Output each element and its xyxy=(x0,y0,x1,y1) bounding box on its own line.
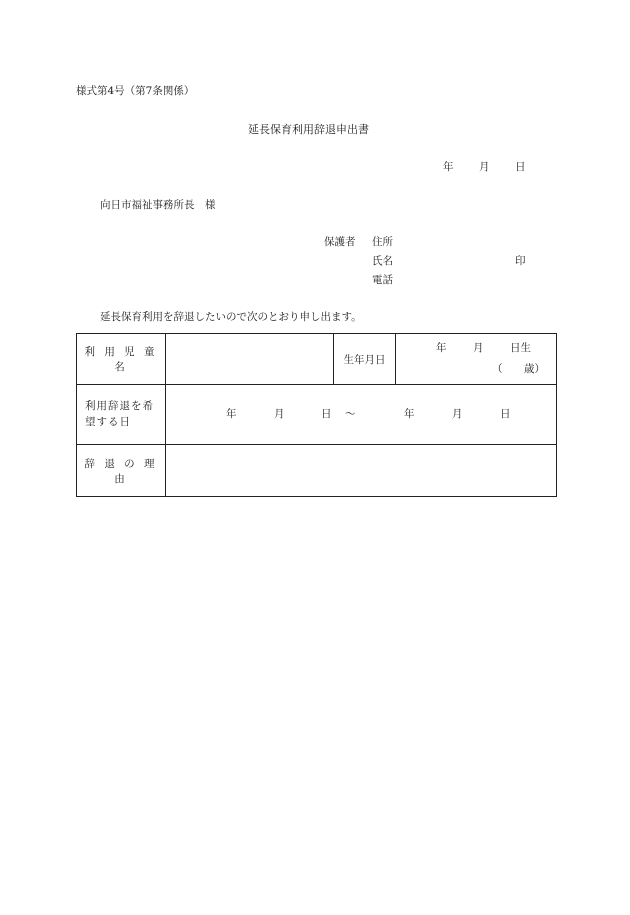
to-month: 月 xyxy=(452,408,463,420)
form-number: 様式第4号（第7条関係） xyxy=(76,85,195,97)
guardian-label: 保護者 xyxy=(324,236,356,248)
from-day: 日 xyxy=(321,408,332,420)
range-separator: ～ xyxy=(345,408,356,420)
birth-date-field[interactable] xyxy=(396,334,557,385)
phone-label: 電話 xyxy=(372,274,393,286)
document-title: 延長保育利用辞退申出書 xyxy=(248,123,369,136)
birth-date-label: 生年月日 xyxy=(334,334,396,385)
to-day: 日 xyxy=(500,408,511,420)
birth-month: 月 xyxy=(473,342,484,354)
date-year: 年 xyxy=(443,161,454,173)
period-label-line2: 望する日 xyxy=(85,415,131,428)
child-name-field[interactable] xyxy=(166,334,334,385)
date-month: 月 xyxy=(479,161,490,173)
from-year: 年 xyxy=(226,408,237,420)
address-label: 住所 xyxy=(372,236,393,248)
reason-label: 辞 退 の 理 由 xyxy=(77,445,166,497)
period-label-line1: 利用辞退を希 xyxy=(85,400,154,413)
seal-label: 印 xyxy=(515,255,526,267)
period-label xyxy=(77,385,166,445)
addressee: 向日市福祉事務所長 様 xyxy=(100,199,216,211)
birth-year: 年 xyxy=(436,342,447,354)
statement: 延長保育利用を辞退したいので次のとおり申し出ます。 xyxy=(100,311,362,323)
reason-row xyxy=(77,445,557,497)
child-name-label: 利 用 児 童 名 xyxy=(77,334,166,385)
date-day: 日 xyxy=(515,161,526,173)
child-row xyxy=(77,334,557,385)
age-close: 歳） xyxy=(524,363,545,375)
birth-day-suffix: 日生 xyxy=(510,342,531,354)
application-table xyxy=(76,333,557,497)
to-year: 年 xyxy=(404,408,415,420)
age-open: （ xyxy=(492,363,503,375)
from-month: 月 xyxy=(274,408,285,420)
reason-field[interactable] xyxy=(166,445,557,497)
name-label: 氏名 xyxy=(372,255,393,267)
period-row xyxy=(77,385,557,445)
period-field[interactable] xyxy=(166,385,557,445)
